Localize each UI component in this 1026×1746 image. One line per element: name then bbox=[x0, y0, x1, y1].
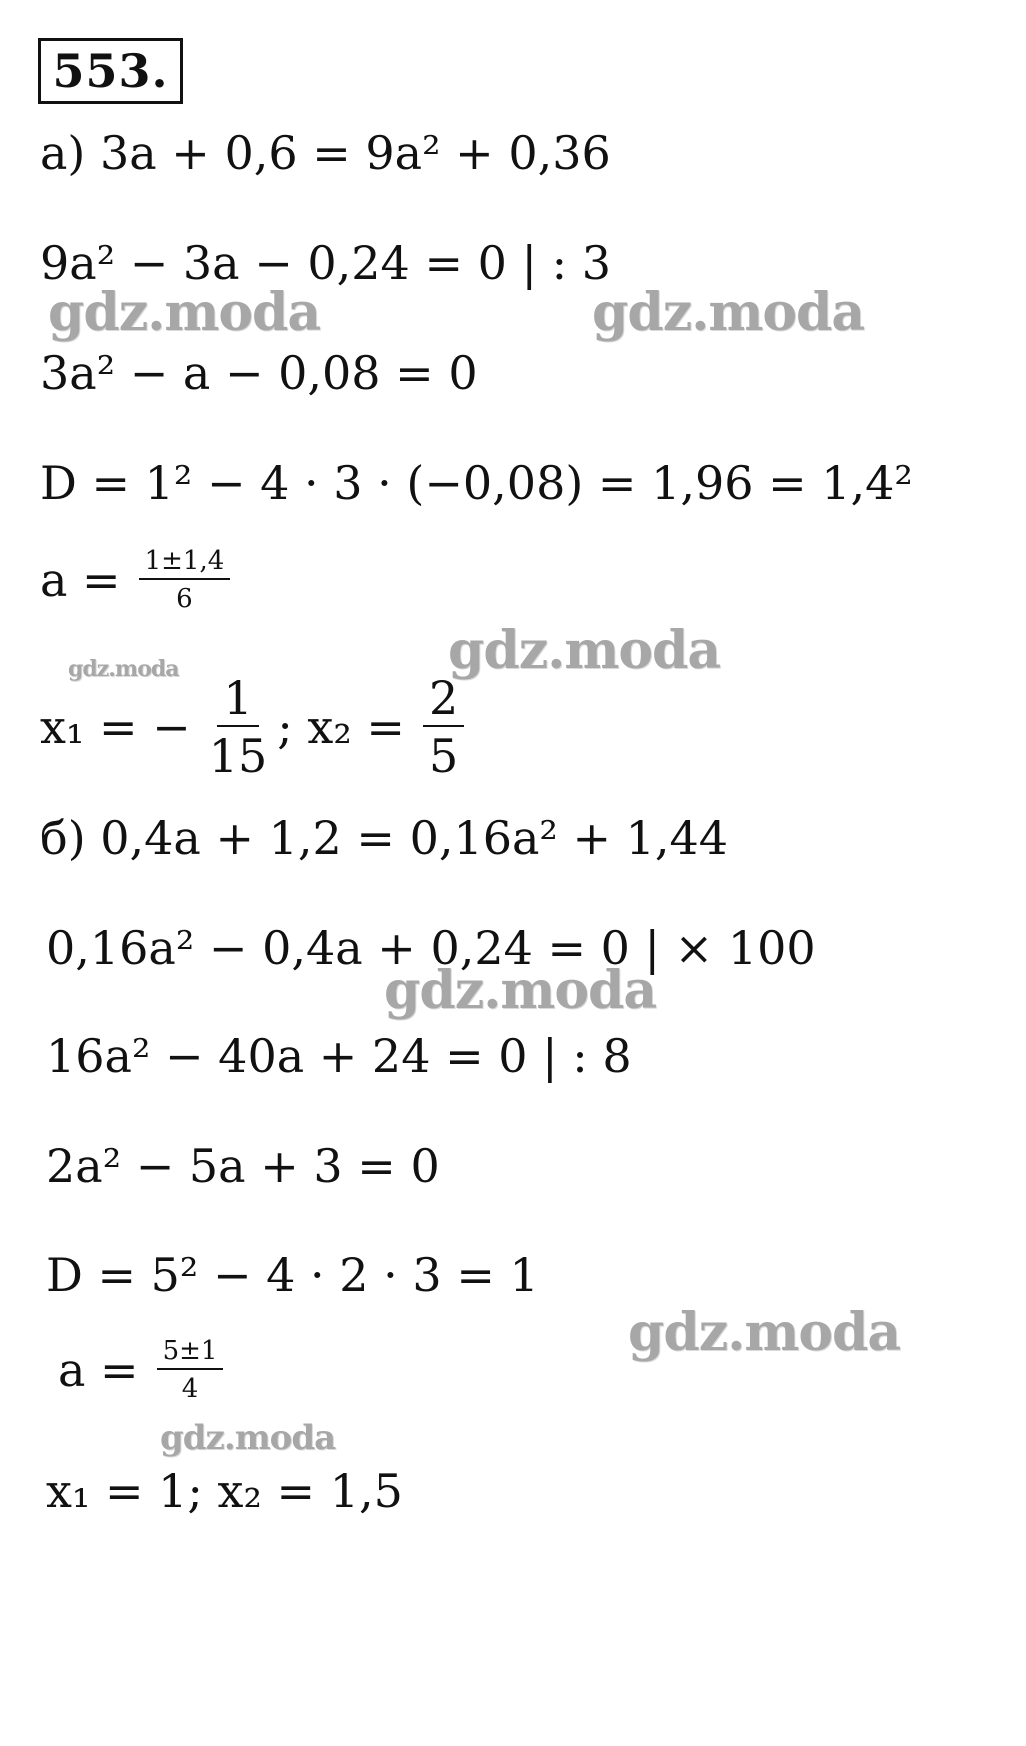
part-b-roots: x₁ = 1; x₂ = 1,5 bbox=[46, 1464, 403, 1518]
part-a-equation-2: 9a² − 3a − 0,24 = 0 | : 3 bbox=[40, 236, 612, 290]
part-b-formula bbox=[58, 1338, 223, 1402]
part-a-discriminant: D = 1² − 4 · 3 · (−0,08) = 1,96 = 1,4² bbox=[40, 456, 913, 510]
problem-number: 553. bbox=[52, 44, 169, 98]
part-a-roots bbox=[40, 671, 464, 783]
watermark: gdz.moda bbox=[160, 1418, 336, 1458]
part-a-formula-lhs: a = bbox=[40, 553, 121, 607]
problem-number-box bbox=[38, 38, 183, 104]
part-a-x2-fraction bbox=[423, 671, 464, 783]
part-b-equation-2: 0,16a² − 0,4a + 0,24 = 0 | × 100 bbox=[46, 921, 816, 975]
watermark: gdz.moda bbox=[384, 960, 657, 1021]
part-a-x1-fraction bbox=[208, 671, 268, 783]
part-a-equation-3: 3a² − a − 0,08 = 0 bbox=[40, 346, 478, 400]
watermark: gdz.moda bbox=[68, 656, 179, 682]
part-b-equation-1: б) 0,4a + 1,2 = 0,16a² + 1,44 bbox=[40, 811, 729, 865]
part-b-formula-lhs: a = bbox=[58, 1343, 139, 1397]
part-b-discriminant: D = 5² − 4 · 2 · 3 = 1 bbox=[46, 1248, 539, 1302]
part-b-fraction bbox=[157, 1338, 224, 1402]
watermark: gdz.moda bbox=[628, 1302, 901, 1363]
watermark: gdz.moda bbox=[448, 620, 721, 681]
part-b-equation-3: 16a² − 40a + 24 = 0 | : 8 bbox=[46, 1029, 632, 1083]
part-a-fraction-numerator: 1±1,4 bbox=[139, 548, 231, 580]
part-a-x1-label: x₁ = − bbox=[40, 700, 191, 754]
part-a-x1-numerator: 1 bbox=[217, 675, 258, 727]
part-a-formula bbox=[40, 548, 230, 612]
watermark: gdz.moda bbox=[48, 282, 321, 343]
part-a-equation-1: а) 3a + 0,6 = 9a² + 0,36 bbox=[40, 126, 611, 180]
part-a-x2-label: ; x₂ = bbox=[277, 700, 405, 754]
part-a-x2-denominator: 5 bbox=[428, 729, 459, 783]
watermark: gdz.moda bbox=[592, 282, 865, 343]
part-a-fraction bbox=[139, 548, 231, 612]
part-a-x2-numerator: 2 bbox=[423, 675, 464, 727]
part-a-fraction-denominator: 6 bbox=[176, 584, 193, 614]
part-b-fraction-denominator: 4 bbox=[181, 1374, 199, 1404]
part-b-equation-4: 2a² − 5a + 3 = 0 bbox=[46, 1139, 440, 1193]
part-a-x1-denominator: 15 bbox=[208, 729, 268, 783]
part-b-fraction-numerator: 5±1 bbox=[157, 1338, 224, 1370]
